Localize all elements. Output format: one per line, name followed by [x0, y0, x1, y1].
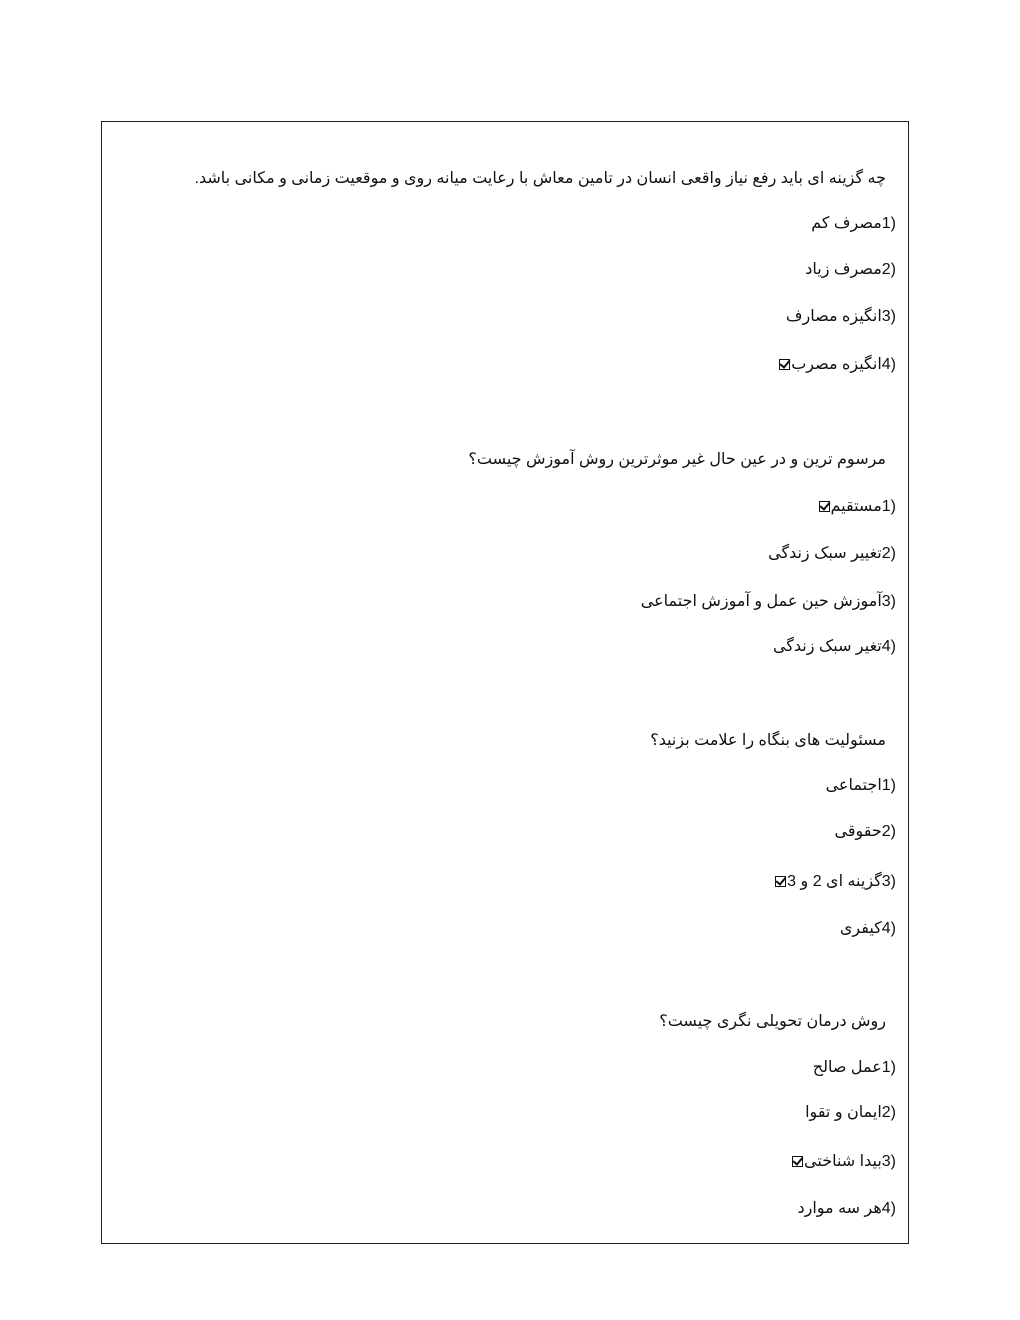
- page-frame: [101, 121, 909, 1244]
- option-label: (2تغییر سبک زندگی: [768, 545, 896, 562]
- question-3-option-1[interactable]: [826, 773, 896, 799]
- question-4-option-2[interactable]: [805, 1100, 896, 1126]
- question-3-option-2[interactable]: [835, 819, 896, 845]
- question-4-text: روش درمان تحویلی نگری چیست؟: [659, 1013, 886, 1030]
- checked-box-icon: [779, 359, 790, 370]
- question-4-option-4[interactable]: [797, 1196, 896, 1222]
- question-1-option-2[interactable]: [805, 257, 896, 283]
- option-label: (3گزینه ای 2 و 3: [787, 873, 896, 890]
- question-1-text: چه گزینه ای باید رفع نیاز واقعی انسان در تامین معاش با رعایت میانه روی و موقعیت زمانی و مکانی باشد.: [194, 170, 886, 187]
- option-label: (3بیدا شناختی: [804, 1153, 896, 1170]
- question-3-option-3[interactable]: [774, 869, 896, 895]
- option-label: (1مستقیم: [830, 498, 896, 515]
- checked-box-icon: [819, 501, 830, 512]
- option-label: (3آموزش حین عمل و آموزش اجتماعی: [640, 593, 896, 610]
- question-3-text: مسئولیت های بنگاه را علامت بزنید؟: [650, 732, 886, 749]
- question-1-option-3[interactable]: [786, 304, 896, 330]
- option-label: (4تغیر سبک زندگی: [772, 638, 896, 655]
- checked-box-icon: [792, 1156, 803, 1167]
- question-2-option-2[interactable]: [768, 541, 896, 567]
- option-label: (1مصرف کم: [811, 215, 896, 232]
- question-1-option-4[interactable]: [778, 352, 896, 378]
- question-2-option-4[interactable]: [773, 634, 896, 660]
- question-4-option-3[interactable]: [791, 1149, 896, 1175]
- checked-box-icon: [775, 876, 786, 887]
- question-1-option-1[interactable]: [811, 211, 896, 237]
- option-label: (4انگیزه مصرب: [791, 356, 896, 373]
- option-label: (2مصرف زیاد: [805, 261, 896, 278]
- question-2-option-1[interactable]: [818, 494, 896, 520]
- question-2-option-3[interactable]: [641, 589, 896, 615]
- question-4-option-1[interactable]: [813, 1055, 896, 1081]
- option-label: (3انگیزه مصارف: [785, 308, 896, 325]
- option-label: (2ایمان و تقوا: [805, 1104, 896, 1121]
- option-label: (1عمل صالح: [812, 1059, 896, 1076]
- option-label: (1اجتماعی: [825, 777, 896, 794]
- question-3-option-4[interactable]: [840, 916, 896, 942]
- option-label: (4کیفری: [839, 920, 896, 937]
- question-2-text: مرسوم ترین و در عین حال غیر موثرترین روش آموزش چیست؟: [468, 451, 886, 468]
- option-label: (4هر سه موارد: [797, 1200, 896, 1217]
- option-label: (2حقوقی: [834, 823, 896, 840]
